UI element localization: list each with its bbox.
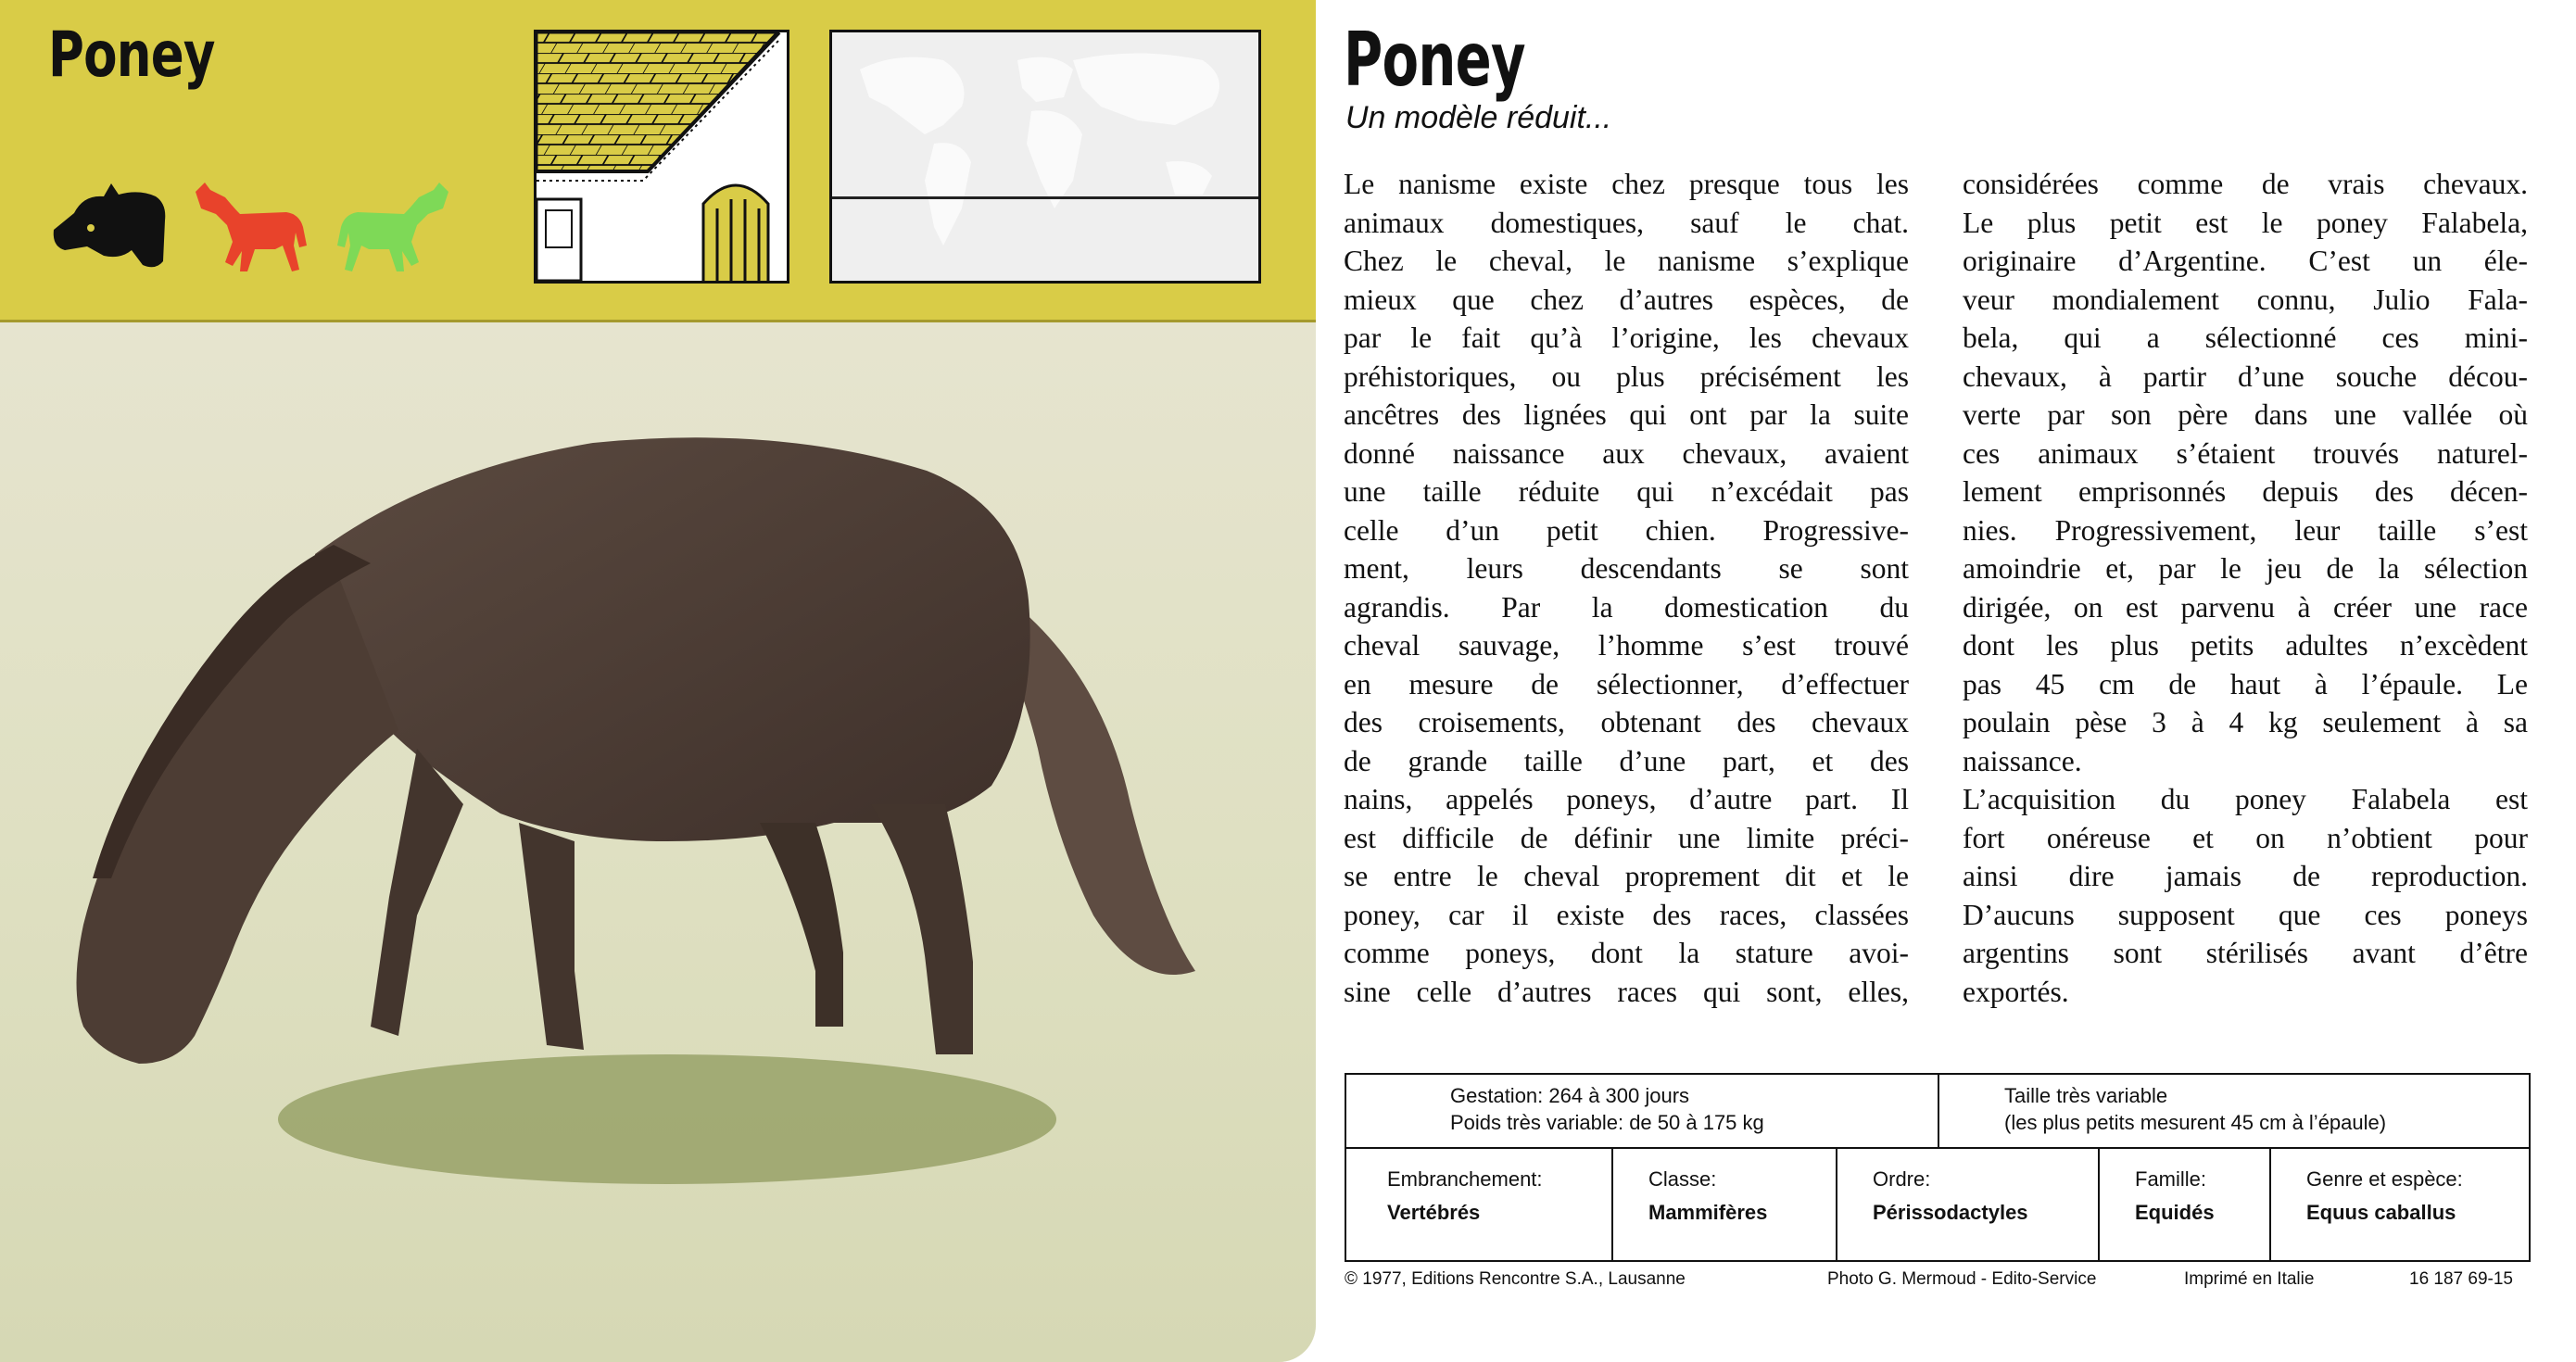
text-line: poulain pèse 3 à 4 kg seulement à sa	[1963, 706, 2528, 738]
text-line: se entre le cheval proprement dit et le	[1344, 860, 1909, 892]
text-line: considérées comme de vrais chevaux.	[1963, 168, 2528, 200]
distribution-map	[829, 30, 1261, 284]
page-subtitle: Un modèle réduit...	[1345, 100, 1612, 135]
table-divider	[2098, 1147, 2100, 1262]
card-title: Poney	[48, 19, 215, 92]
facts-table	[1345, 1073, 2531, 1262]
body-column-1	[1344, 165, 1909, 1011]
taxonomy-label: Genre et espèce:	[2306, 1167, 2463, 1191]
text-line: naissance.	[1963, 744, 2082, 777]
cow-head-icon	[46, 176, 171, 273]
text-line: comme poneys, dont la stature avoi-	[1344, 937, 1909, 969]
text-line: est difficile de définir une limite préci-	[1344, 821, 1909, 854]
text-line: mieux que chez d’autres espèces, de	[1344, 283, 1909, 316]
size-note: (les plus petits mesurent 45 cm à l’épaule)	[2004, 1111, 2387, 1134]
text-line: nains, appelés poneys, d’autre part. Il	[1344, 783, 1909, 815]
text-line: préhistoriques, ou plus précisément les	[1344, 359, 1909, 393]
text-line: L’acquisition du poney Falabela est	[1963, 783, 2528, 815]
text-line: nies. Progressivement, leur taille s’est	[1963, 513, 2528, 547]
text-line: ment, leurs descendants se sont	[1344, 552, 1909, 585]
photo-credit: Photo G. Mermoud - Edito-Service	[1827, 1269, 2097, 1289]
taxonomy-value: Mammifères	[1648, 1201, 1768, 1224]
text-line: cheval sauvage, l’homme s’est trouvé	[1344, 629, 1909, 662]
table-divider	[1836, 1147, 1837, 1262]
text-line: dont les plus petits adultes n’excèdent	[1963, 629, 2528, 662]
card-header-band	[0, 0, 1316, 322]
taxonomy-value: Périssodactyles	[1873, 1201, 2028, 1224]
weight-fact: Poids très variable: de 50 à 175 kg	[1450, 1111, 1764, 1134]
text-line: par le fait qu’à l’origine, les chevaux	[1344, 322, 1909, 354]
text-line: argentins sont stérilisés avant d’être	[1963, 937, 2528, 969]
text-line: D’aucuns supposent que ces poneys	[1963, 898, 2528, 931]
text-line: donné naissance aux chevaux, avaient	[1344, 436, 1909, 470]
text-line: exportés.	[1963, 975, 2069, 1008]
world-map	[832, 32, 1258, 281]
pony-photo	[0, 322, 1316, 1362]
habitat-pictogram	[534, 30, 789, 284]
table-divider	[2269, 1147, 2271, 1262]
barn-illustration	[537, 32, 787, 281]
text-line: animaux domestiques, sauf le chat.	[1344, 206, 1909, 239]
taxonomy-value: Equus caballus	[2306, 1201, 2456, 1224]
taxonomy-value: Vertébrés	[1387, 1201, 1481, 1224]
text-line: Chez le cheval, le nanisme s’explique	[1344, 245, 1909, 277]
text-line: des croisements, obtenant des chevaux	[1344, 706, 1909, 738]
text-line: de grande taille d’une part, et des	[1344, 744, 1909, 777]
text-line: lement emprisonnés depuis des décen-	[1963, 475, 2528, 508]
map-divider	[832, 196, 1258, 199]
text-line: dirigée, on est parvenu à créer une race	[1963, 590, 2528, 624]
page-title: Poney	[1344, 17, 1525, 103]
horse-icon	[190, 181, 310, 278]
printed-notice: Imprimé en Italie	[2184, 1269, 2315, 1289]
taxonomy-label: Embranchement:	[1387, 1167, 1543, 1191]
text-line: pas 45 cm de haut à l’épaule. Le	[1963, 667, 2528, 700]
facts-row-biology	[1346, 1075, 2529, 1149]
card-code: 16 187 69-15	[2409, 1269, 2513, 1289]
table-divider	[1938, 1075, 1939, 1147]
text-line: poney, car il existe des races, classées	[1344, 898, 1909, 931]
size-fact: Taille très variable	[2004, 1084, 2168, 1107]
taxonomy-label: Classe:	[1648, 1167, 1717, 1191]
taxonomy-label: Famille:	[2135, 1167, 2207, 1191]
text-line: sine celle d’autres races qui sont, elles,	[1344, 975, 1909, 1008]
body-column-2	[1963, 165, 2528, 1011]
text-line: veur mondialement connu, Julio Fala-	[1963, 283, 2528, 316]
text-line: une taille réduite qui n’excédait pas	[1344, 475, 1909, 508]
text-line: agrandis. Par la domestication du	[1344, 590, 1909, 624]
text-line: originaire d’Argentine. C’est un éle-	[1963, 245, 2528, 277]
text-line: en mesure de sélectionner, d’effectuer	[1344, 667, 1909, 700]
copyright-notice: © 1977, Editions Rencontre S.A., Lausanne	[1345, 1269, 1686, 1289]
text-line: celle d’un petit chien. Progressive-	[1344, 513, 1909, 547]
text-line: fort onéreuse et on n’obtient pour	[1963, 821, 2528, 854]
taxonomy-label: Ordre:	[1873, 1167, 1931, 1191]
text-line: amoindrie et, par le jeu de la sélection	[1963, 552, 2528, 585]
text-line: verte par son père dans une vallée où	[1963, 398, 2528, 431]
horse-icon	[334, 181, 454, 278]
text-line: Le plus petit est le poney Falabela,	[1963, 206, 2528, 239]
text-line: ces animaux s’étaient trouvés naturel-	[1963, 436, 2528, 470]
text-line: Le nanisme existe chez presque tous les	[1344, 168, 1909, 200]
taxonomy-value: Equidés	[2135, 1201, 2215, 1224]
gestation-fact: Gestation: 264 à 300 jours	[1450, 1084, 1690, 1107]
text-line: ainsi dire jamais de reproduction.	[1963, 860, 2528, 892]
table-divider	[1611, 1147, 1613, 1262]
text-line: ancêtres des lignées qui ont par la suite	[1344, 398, 1909, 431]
text-line: chevaux, à partir d’une souche décou-	[1963, 359, 2528, 393]
text-line: bela, qui a sélectionné ces mini-	[1963, 322, 2528, 354]
